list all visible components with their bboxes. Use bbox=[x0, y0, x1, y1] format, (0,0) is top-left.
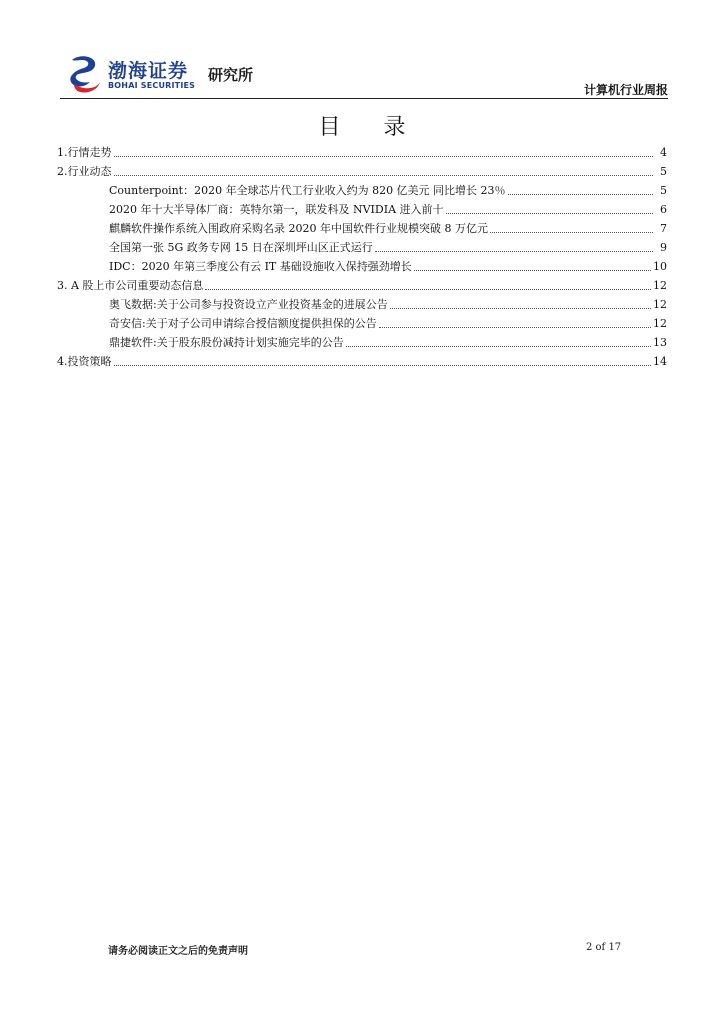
toc-page-number: 12 bbox=[653, 279, 667, 292]
toc-dot-leader bbox=[205, 289, 651, 290]
toc-entry-text: 1.行情走势 bbox=[57, 146, 112, 159]
toc-dot-leader bbox=[490, 232, 653, 233]
toc-dot-leader bbox=[390, 308, 651, 309]
toc-entry[interactable] bbox=[57, 314, 667, 333]
toc-page-number: 5 bbox=[660, 165, 667, 178]
institute-label: 研究所 bbox=[208, 66, 254, 84]
toc-entry-text: 奥飞数据:关于公司参与投资设立产业投资基金的进展公告 bbox=[109, 298, 388, 311]
toc-entry-text: 全国第一张 5G 政务专网 15 日在深圳坪山区正式运行 bbox=[109, 241, 373, 254]
toc-page-number: 4 bbox=[660, 146, 667, 159]
toc-page-number: 7 bbox=[660, 222, 667, 235]
toc-page-number: 5 bbox=[660, 184, 667, 197]
toc-entry[interactable] bbox=[57, 200, 667, 219]
toc-entry-text: 2020 年十大半导体厂商：英特尔第一，联发科及 NVIDIA 进入前十 bbox=[109, 203, 444, 216]
toc-entry[interactable] bbox=[57, 181, 667, 200]
logo-english-name: BOHAI SECURITIES bbox=[108, 81, 196, 90]
toc-entry[interactable] bbox=[57, 238, 667, 257]
toc-page-number: 12 bbox=[653, 298, 667, 311]
toc-entry-text: 3. A 股上市公司重要动态信息 bbox=[57, 279, 204, 292]
toc-dot-leader bbox=[508, 194, 653, 195]
logo-chinese-name: 渤海证券 bbox=[108, 60, 189, 82]
toc-title: 目 录 bbox=[318, 115, 424, 140]
toc-entry[interactable] bbox=[57, 143, 667, 162]
toc-dot-leader bbox=[379, 327, 651, 328]
table-of-contents bbox=[57, 143, 667, 371]
toc-entry[interactable] bbox=[57, 295, 667, 314]
bohai-logo-icon bbox=[68, 54, 102, 94]
toc-entry[interactable] bbox=[57, 352, 667, 371]
page-indicator: 2 of 17 bbox=[586, 942, 622, 953]
toc-dot-leader bbox=[375, 251, 653, 252]
toc-entry[interactable] bbox=[57, 257, 667, 276]
report-type: 计算机行业周报 bbox=[583, 83, 668, 97]
header-divider bbox=[60, 98, 668, 99]
page-header bbox=[60, 50, 668, 98]
toc-dot-leader bbox=[114, 365, 652, 366]
toc-entry-text: 2.行业动态 bbox=[57, 165, 112, 178]
toc-page-number: 12 bbox=[653, 317, 667, 330]
toc-entry[interactable] bbox=[57, 276, 667, 295]
toc-entry-text: 麒麟软件操作系统入围政府采购名录 2020 年中国软件行业规模突破 8 万亿元 bbox=[109, 222, 488, 235]
toc-page-number: 9 bbox=[660, 241, 667, 254]
toc-entry[interactable] bbox=[57, 333, 667, 352]
toc-page-number: 13 bbox=[653, 336, 667, 349]
toc-entry-text: Counterpoint：2020 年全球芯片代工行业收入约为 820 亿美元 同比增长 23％ bbox=[109, 184, 506, 197]
company-logo bbox=[68, 54, 258, 96]
toc-dot-leader bbox=[446, 213, 653, 214]
toc-dot-leader bbox=[414, 270, 651, 271]
toc-page-number: 6 bbox=[660, 203, 667, 216]
toc-dot-leader bbox=[114, 156, 654, 157]
toc-page-number: 10 bbox=[653, 260, 667, 273]
toc-entry-text: 鼎捷软件:关于股东股份减持计划实施完毕的公告 bbox=[109, 336, 344, 349]
toc-entry-text: 奇安信:关于对子公司申请综合授信额度提供担保的公告 bbox=[109, 317, 377, 330]
toc-entry[interactable] bbox=[57, 219, 667, 238]
toc-entry[interactable] bbox=[57, 162, 667, 181]
toc-dot-leader bbox=[346, 346, 651, 347]
toc-entry-text: 4.投资策略 bbox=[57, 355, 112, 368]
toc-entry-text: IDC：2020 年第三季度公有云 IT 基础设施收入保持强劲增长 bbox=[109, 260, 412, 273]
disclaimer-note: 请务必阅读正文之后的免责声明 bbox=[108, 946, 248, 957]
toc-dot-leader bbox=[114, 175, 654, 176]
toc-page-number: 14 bbox=[653, 355, 667, 368]
